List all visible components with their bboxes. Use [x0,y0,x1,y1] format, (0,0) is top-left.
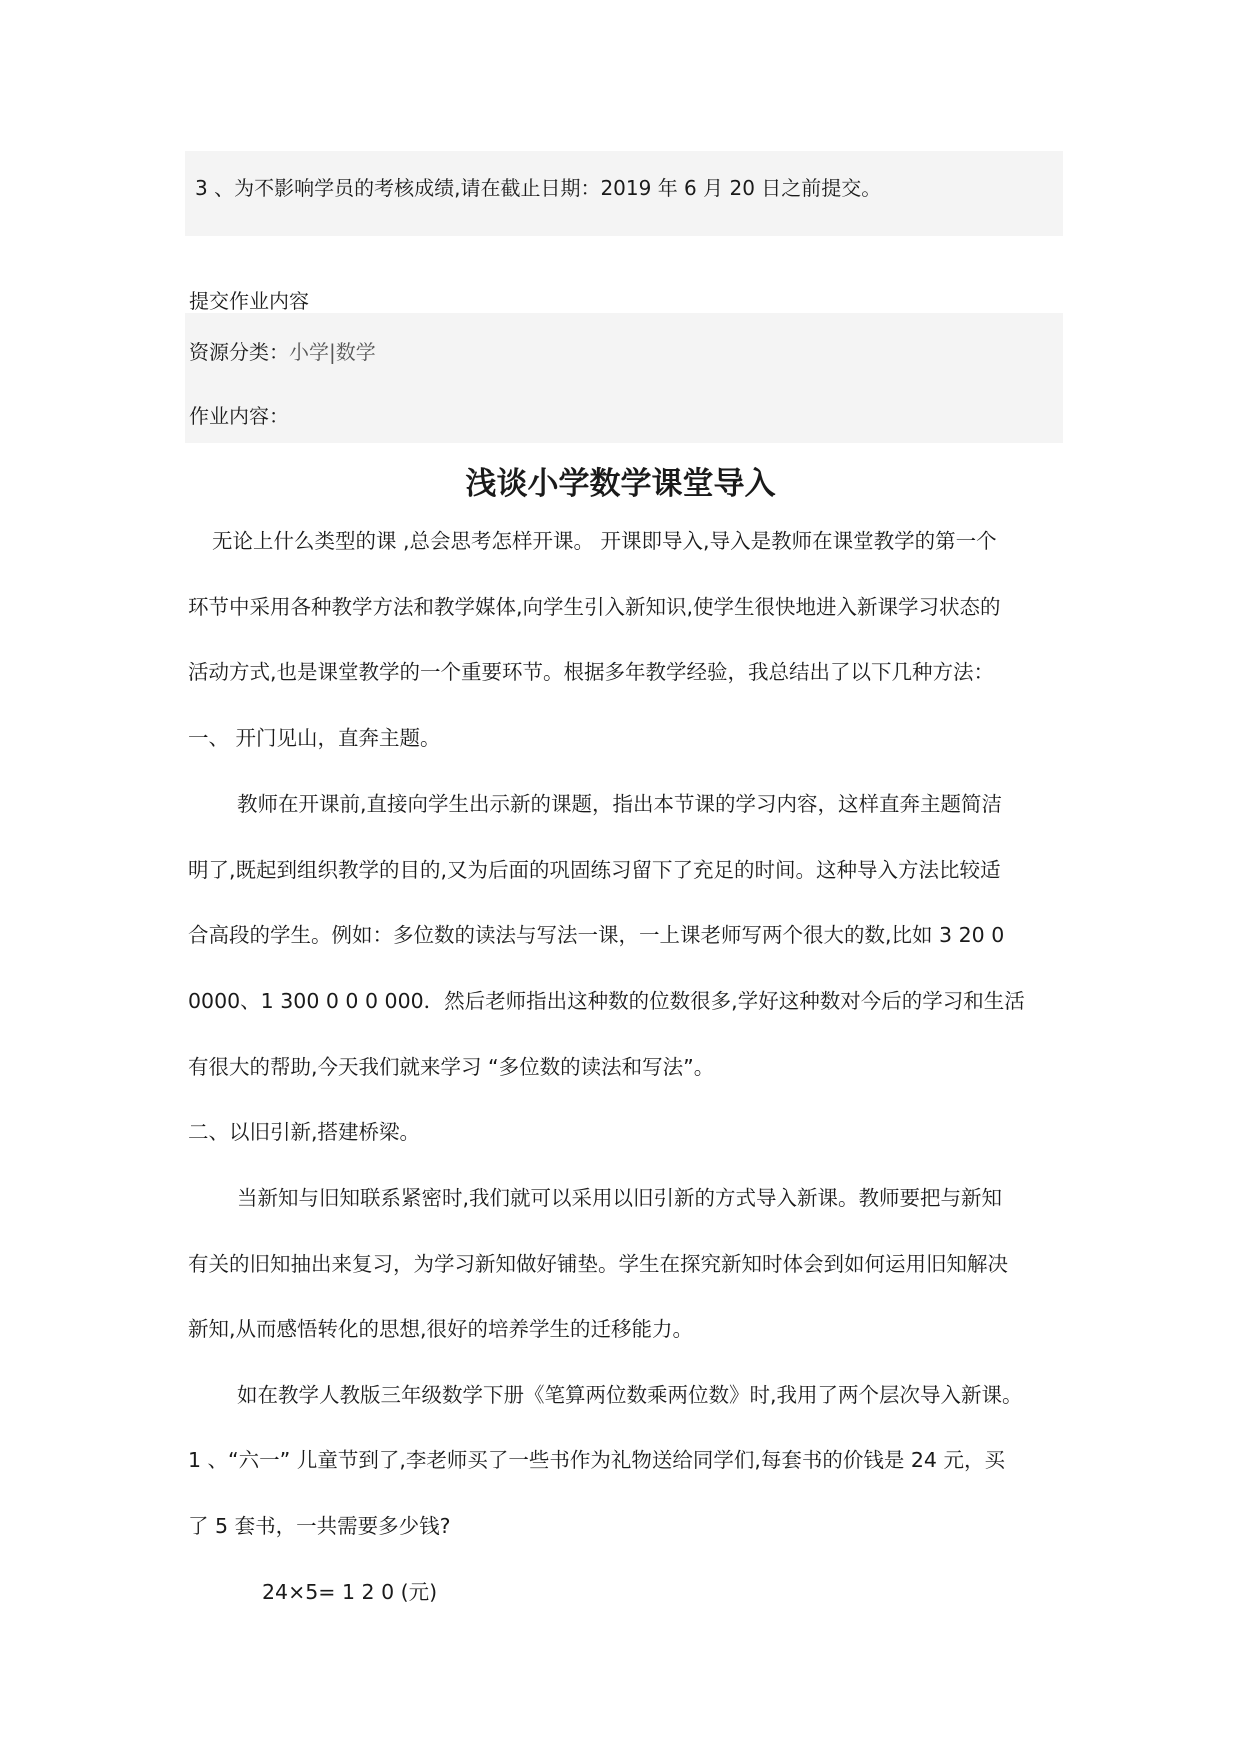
article-line: 合高段的学生。例如：多位数的读法与写法一课，一上课老师写两个很大的数,比如 3 20 0 [188,923,1005,947]
article-line: 0000、1 300 0 0 0 000．然后老师指出这种数的位数很多,学好这种数对今后的学习和生活 [188,989,1025,1013]
article-title: 浅谈小学数学课堂导入 [465,466,776,502]
article-line: 有很大的帮助,今天我们就来学习 “多位数的读法和写法”。 [188,1055,715,1079]
resource-category [189,336,376,365]
article-line: 教师在开课前,直接向学生出示新的课题，指出本节课的学习内容，这样直奔主题简洁 [237,792,1003,816]
math-expression: 24×5= 1 2 0 (元) [262,1580,438,1604]
section-heading-1: 一、 开门见山，直奔主题。 [188,726,441,750]
article-line: 了 5 套书，一共需要多少钱? [188,1514,451,1538]
article-line: 1 、“六一” 儿童节到了,李老师买了一些书作为礼物送给同学们,每套书的价钱是 24 元，买 [188,1448,1005,1472]
article-line: 当新知与旧知联系紧密时,我们就可以采用以旧引新的方式导入新课。教师要把与新知 [237,1186,1003,1210]
article-line: 如在教学人教版三年级数学下册《笔算两位数乘两位数》时,我用了两个层次导入新课。 [237,1383,1023,1407]
section-heading-2: 二、以旧引新,搭建桥梁。 [188,1120,421,1144]
deadline-notice: 3 、为不影响学员的考核成绩,请在截止日期：2019 年 6 月 20 日之前提交。 [195,176,882,200]
article-line: 明了,既起到组织教学的目的,又为后面的巩固练习留下了充足的时间。这种导入方法比较适 [188,858,1001,882]
assignment-content-label: 作业内容： [189,404,289,428]
article-line: 无论上什么类型的课 ,总会思考怎样开课。 开课即导入,导入是教师在课堂教学的第一个 [212,529,997,553]
article-line: 有关的旧知抽出来复习，为学习新知做好铺垫。学生在探究新知时体会到如何运用旧知解决 [188,1252,1008,1276]
resource-category-label: 资源分类： [189,340,289,364]
article-line: 活动方式,也是课堂教学的一个重要环节。根据多年教学经验，我总结出了以下几种方法： [188,660,995,684]
resource-category-value: 小学|数学 [289,340,376,364]
submission-heading: 提交作业内容 [189,289,309,313]
article-line: 新知,从而感悟转化的思想,很好的培养学生的迁移能力。 [188,1317,694,1341]
article-line: 环节中采用各种教学方法和教学媒体,向学生引入新知识,使学生很快地进入新课学习状态的 [188,595,1001,619]
submission-meta-box [185,313,1063,443]
